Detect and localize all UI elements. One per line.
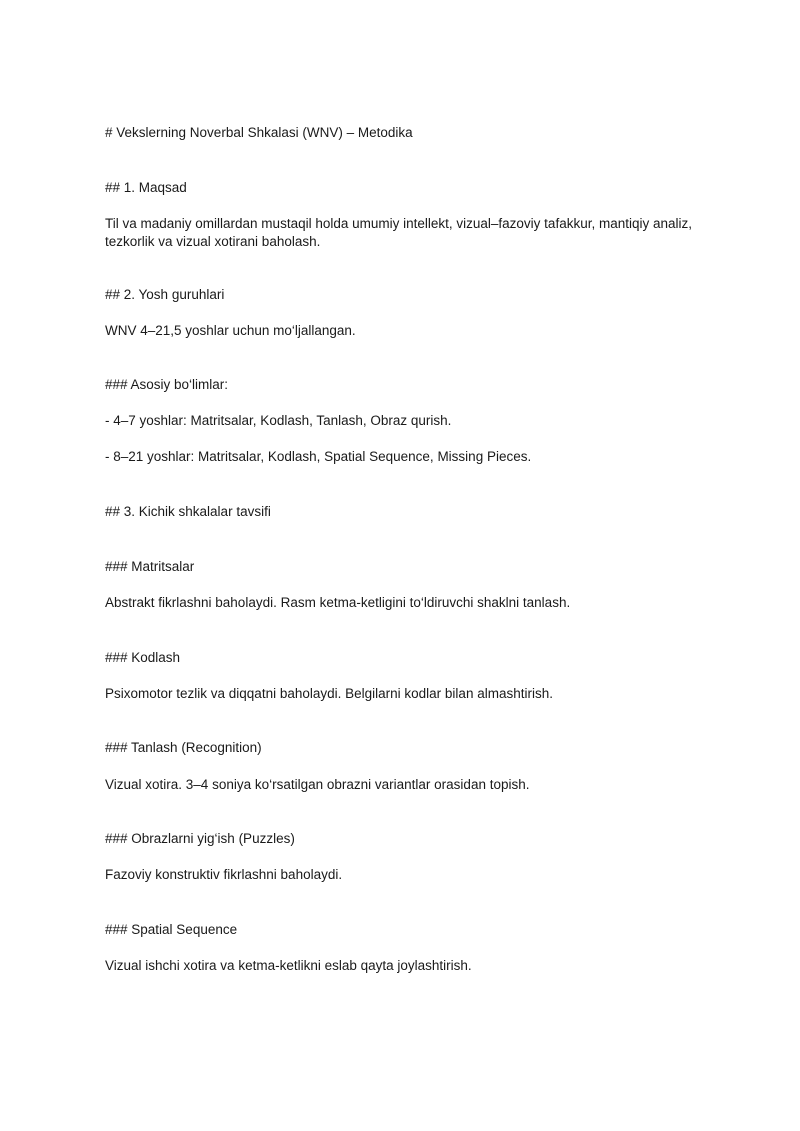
subsection-heading-puzzles: ### Obrazlarni yig‘ish (Puzzles) [105, 831, 295, 846]
subsection-text-kodlash: Psixomotor tezlik va diqqatni baholaydi. Belgilarni kodlar bilan almashtirish. [105, 686, 553, 701]
list-item: - 8–21 yoshlar: Matritsalar, Kodlash, Spatial Sequence, Missing Pieces. [105, 449, 532, 464]
subsection-heading-spatial-sequence: ### Spatial Sequence [105, 922, 238, 937]
subsection-text-spatial-sequence: Vizual ishchi xotira va ketma-ketlikni eslab qayta joylashtirish. [105, 958, 472, 973]
subsection-text-puzzles: Fazoviy konstruktiv fikrlashni baholaydi. [105, 867, 343, 882]
document-title: # Vekslerning Noverbal Shkalasi (WNV) – Metodika [105, 125, 413, 140]
subsection-heading-tanlash: ### Tanlash (Recognition) [105, 740, 262, 755]
section-text-maqsad: Til va madaniy omillardan mustaqil holda umumiy intellekt, vizual–fazoviy tafakkur, mantiqiy analiz, tezkorlik va vizual xotirani baholash. [105, 216, 693, 249]
subheading-asosiy-bolimlar: ### Asosiy bo‘limlar: [105, 377, 229, 392]
section-heading-yosh-guruhlari: ## 2. Yosh guruhlari [105, 287, 225, 302]
subsection-text-tanlash: Vizual xotira. 3–4 soniya ko‘rsatilgan obrazni variantlar orasidan topish. [105, 777, 530, 792]
list-item: - 4–7 yoshlar: Matritsalar, Kodlash, Tanlash, Obraz qurish. [105, 413, 452, 428]
section-text-yosh-guruhlari: WNV 4–21,5 yoshlar uchun mo‘ljallangan. [105, 323, 356, 338]
subsection-heading-kodlash: ### Kodlash [105, 650, 181, 665]
section-heading-maqsad: ## 1. Maqsad [105, 180, 187, 195]
subsection-heading-matritsalar: ### Matritsalar [105, 559, 195, 574]
section-heading-kichik-shkalalar: ## 3. Kichik shkalalar tavsifi [105, 504, 271, 519]
subsection-text-matritsalar: Abstrakt fikrlashni baholaydi. Rasm ketma-ketligini to‘ldiruvchi shaklni tanlash. [105, 595, 571, 610]
